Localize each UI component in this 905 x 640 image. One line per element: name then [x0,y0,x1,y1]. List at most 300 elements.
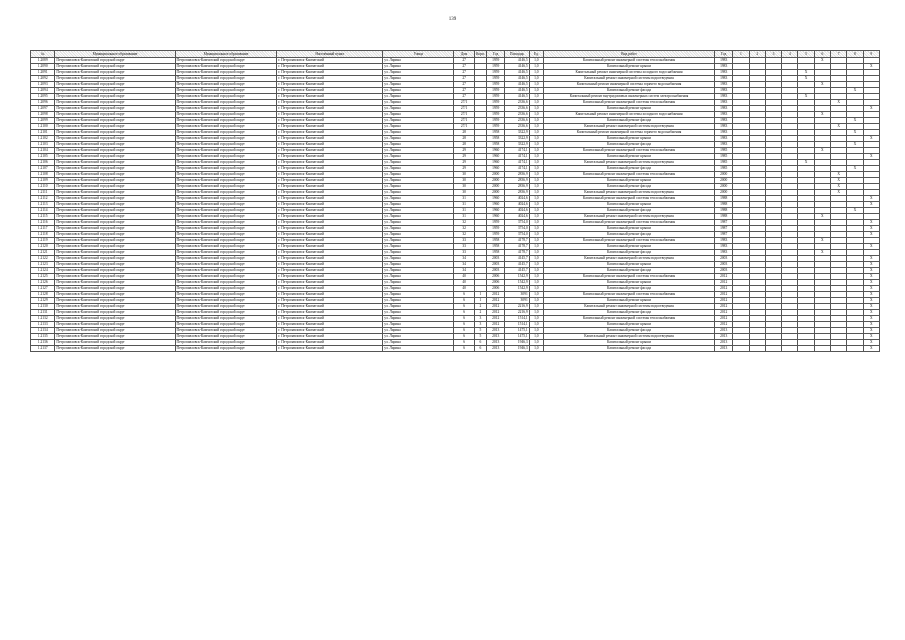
table-cell: 1,0 [529,160,543,166]
table-cell: г. Петропавловск-Камчатский [277,274,383,280]
table-cell: 1988 [715,208,733,214]
column-header: Год [715,51,733,58]
table-cell: 2000 [487,190,505,196]
table-cell: ул. Ларина [383,64,454,70]
table-cell: 2 [474,310,486,316]
table-cell: 30 [454,184,474,190]
table-cell: 33 [454,244,474,250]
table-cell: 2012 [487,322,505,328]
table-cell: ул. Ларина [383,322,454,328]
table-cell: Петропавловск-Камчатский городской округ [55,112,175,118]
table-cell: 1.2110 [31,184,55,190]
table-cell: 6 [454,292,474,298]
table-cell: 1960 [487,166,505,172]
table-cell: г. Петропавловск-Камчатский [277,184,383,190]
table-cell: 1987 [715,232,733,238]
table-cell: 1.2132 [31,316,55,322]
column-header: 1 [733,51,749,58]
table-cell: 2013 [487,328,505,334]
table-cell: г. Петропавловск-Камчатский [277,118,383,124]
table-cell: Петропавловск-Камчатский городской округ [175,208,277,214]
table-cell: 32 [454,220,474,226]
table-cell: Капитальный ремонт фасада [543,88,714,94]
table-cell: X [863,298,879,304]
table-cell: 4174,1 [505,154,529,160]
table-cell: Капитальный ремонт инженерной системы теплоснабжения [543,100,714,106]
table-cell: ул. Ларина [383,304,454,310]
table-cell: Петропавловск-Камчатский городской округ [175,310,277,316]
table-cell: Петропавловск-Камчатский городской округ [175,202,277,208]
table-cell: г. Петропавловск-Камчатский [277,340,383,346]
table-cell: Петропавловск-Камчатский городской округ [55,274,175,280]
table-cell: 1.2120 [31,244,55,250]
table-cell: 1985 [715,148,733,154]
table-row [31,346,880,352]
table-cell: 1,0 [529,112,543,118]
table-cell: 3754,0 [505,220,529,226]
table-cell: 1987 [715,220,733,226]
table-cell: 1960 [487,208,505,214]
table-cell: Петропавловск-Камчатский городской округ [175,76,277,82]
table-cell: Капитальный ремонт фасада [543,208,714,214]
table-cell: 1,0 [529,190,543,196]
table-cell: 2000 [715,172,733,178]
table-cell: 1.2134 [31,328,55,334]
table-cell: 1.2116 [31,220,55,226]
table-cell: г. Петропавловск-Камчатский [277,166,383,172]
table-cell: 1,0 [529,100,543,106]
table-cell: X [863,226,879,232]
table-cell: 27 [454,76,474,82]
table-cell: 2003 [715,262,733,268]
table-cell: X [814,82,830,88]
table-cell: 1959 [487,112,505,118]
table-cell: г. Петропавловск-Камчатский [277,238,383,244]
table-cell: 1,0 [529,232,543,238]
table-cell: Петропавловск-Камчатский городской округ [175,334,277,340]
table-cell: 3322,9 [505,142,529,148]
table-cell: Петропавловск-Камчатский городской округ [175,346,277,352]
table-cell: Капитальный ремонт крыши [543,154,714,160]
table-cell: Петропавловск-Камчатский городской округ [175,292,277,298]
table-cell: Петропавловск-Камчатский городской округ [55,244,175,250]
table-cell: Петропавловск-Камчатский городской округ [175,280,277,286]
table-cell: 1,0 [529,280,543,286]
table-cell: 1959 [487,124,505,130]
table-cell: Петропавловск-Камчатский городской округ [175,82,277,88]
table-cell: г. Петропавловск-Камчатский [277,202,383,208]
table-cell: 6 [454,322,474,328]
table-cell: 4145,7 [505,262,529,268]
table-cell: 1,0 [529,148,543,154]
table-cell: X [863,292,879,298]
table-cell: Петропавловск-Камчатский городской округ [175,244,277,250]
table-cell: 4146,5 [505,64,529,70]
table-cell: 1959 [487,118,505,124]
table-cell: ул. Ларина [383,136,454,142]
table-cell: 1.2117 [31,226,55,232]
table-cell: 30 [454,172,474,178]
table-cell: 4146,5 [505,94,529,100]
table-cell: Петропавловск-Камчатский городской округ [175,106,277,112]
table-cell: Капитальный ремонт инженерной системы горячего водоснабжения [543,130,714,136]
table-cell: Петропавловск-Камчатский городской округ [55,76,175,82]
table-cell: Петропавловск-Камчатский городской округ [175,112,277,118]
table-cell: 1.2131 [31,310,55,316]
table-cell: 1,0 [529,142,543,148]
table-cell: X [863,196,879,202]
table-cell: Петропавловск-Камчатский городской округ [175,286,277,292]
table-cell: Капитальный ремонт фасада [543,268,714,274]
table-cell: 1475,1 [505,334,529,340]
table-cell: ул. Ларина [383,166,454,172]
table-cell: Капитальный ремонт крыши [543,262,714,268]
table-cell: 27/1 [454,100,474,106]
table-cell: Петропавловск-Камчатский городской округ [175,94,277,100]
table-cell: 27 [454,70,474,76]
table-cell: 1958 [487,136,505,142]
table-cell: Петропавловск-Камчатский городской округ [55,334,175,340]
table-cell: 1,0 [529,208,543,214]
table-cell: 1,0 [529,292,543,298]
table-cell: г. Петропавловск-Камчатский [277,100,383,106]
table-cell: 1.2112 [31,196,55,202]
table-cell: 1.2098 [31,112,55,118]
table-cell: 1983 [715,70,733,76]
table-cell: 1.2104 [31,148,55,154]
table-cell: 1,0 [529,76,543,82]
table-cell: ул. Ларина [383,148,454,154]
table-cell: Петропавловск-Камчатский городской округ [55,226,175,232]
table-cell: Капитальный ремонт инженерной системы водоотведения [543,124,714,130]
table-cell: X [863,154,879,160]
table-cell: X [831,100,847,106]
table-cell: 2000 [487,178,505,184]
table-cell: X [863,220,879,226]
table-cell: 1.2096 [31,100,55,106]
table-cell: Капитальный ремонт фасада [543,166,714,172]
table-cell: 1960 [487,160,505,166]
table-cell: X [863,286,879,292]
table-cell: Капитальный ремонт фасада [543,142,714,148]
table-cell: 1,0 [529,328,543,334]
table-cell: 4174,1 [505,160,529,166]
table-cell: 27 [454,82,474,88]
table-cell: 2336,6 [505,118,529,124]
table-cell: 1983 [715,112,733,118]
table-cell: Петропавловск-Камчатский городской округ [55,160,175,166]
table-cell: Петропавловск-Камчатский городской округ [175,130,277,136]
table-cell: X [863,310,879,316]
table-cell: Капитальный ремонт крыши [543,178,714,184]
table-cell: ул. Ларина [383,316,454,322]
table-cell: 2013 [487,334,505,340]
table-cell: 1.2128 [31,292,55,298]
table-cell: Петропавловск-Камчатский городской округ [175,328,277,334]
table-cell: 1.2108 [31,172,55,178]
table-cell: Петропавловск-Камчатский городской округ [175,274,277,280]
table-cell: Капитальный ремонт инженерной системы теплоснабжения [543,196,714,202]
table-cell: ул. Ларина [383,202,454,208]
table-cell: 1959 [487,106,505,112]
table-cell [765,346,781,352]
table-cell: X [814,250,830,256]
table-cell: 2000 [715,184,733,190]
table-cell: 1,0 [529,172,543,178]
table-cell: Петропавловск-Камчатский городской округ [55,70,175,76]
table-cell: Петропавловск-Камчатский городской округ [175,172,277,178]
table-cell: 1985 [715,160,733,166]
table-cell: Капитальный ремонт фасада [543,232,714,238]
table-cell: г. Петропавловск-Камчатский [277,298,383,304]
table-cell: Капитальный ремонт крыши [543,340,714,346]
table-cell: Петропавловск-Камчатский городской округ [175,316,277,322]
table-cell: ул. Ларина [383,286,454,292]
table-cell: 1.2119 [31,238,55,244]
table-cell: 30 [454,178,474,184]
table-cell: 1,0 [529,268,543,274]
table-cell: X [798,94,814,100]
column-header: Муниципальное образование [175,51,277,58]
table-cell: 1,0 [529,124,543,130]
table-cell: X [863,106,879,112]
table-cell: X [863,64,879,70]
table-cell: ул. Ларина [383,58,454,64]
table-cell: Петропавловск-Камчатский городской округ [55,64,175,70]
table-cell: ул. Ларина [383,70,454,76]
table-cell: 6 [454,304,474,310]
table-cell: 1959 [487,88,505,94]
table-cell: X [831,124,847,130]
table-cell: 1983 [715,106,733,112]
table-cell: ул. Ларина [383,226,454,232]
table-cell: X [863,322,879,328]
table-cell: 1,0 [529,196,543,202]
table-cell: X [847,118,863,124]
table-cell: г. Петропавловск-Камчатский [277,106,383,112]
table-cell: 2336,6 [505,106,529,112]
table-cell: 4146,5 [505,70,529,76]
table-cell: 1959 [487,94,505,100]
table-cell: г. Петропавловск-Камчатский [277,220,383,226]
table-cell: Петропавловск-Камчатский городской округ [175,142,277,148]
table-cell: г. Петропавловск-Камчатский [277,328,383,334]
table-cell: 2336,6 [505,112,529,118]
table-cell: ул. Ларина [383,232,454,238]
column-header: Площадь [505,51,529,58]
table-cell: 5 [474,334,486,340]
table-cell: 29 [454,148,474,154]
table-cell: Петропавловск-Камчатский городской округ [55,238,175,244]
table-cell: 1,0 [529,310,543,316]
table-cell: 1.2089 [31,58,55,64]
table-cell: ул. Ларина [383,160,454,166]
table-cell: 1.2107 [31,166,55,172]
table-cell: X [847,88,863,94]
table-cell: г. Петропавловск-Камчатский [277,268,383,274]
table-cell: г. Петропавловск-Камчатский [277,70,383,76]
table-cell: X [863,280,879,286]
table-cell: Капитальный ремонт инженерной системы водоотведения [543,214,714,220]
table-cell: ул. Ларина [383,262,454,268]
table-cell: X [814,214,830,220]
table-cell: Петропавловск-Камчатский городской округ [55,166,175,172]
table-cell: 1.2092 [31,76,55,82]
table-cell: X [847,142,863,148]
table-cell: Петропавловск-Камчатский городской округ [55,202,175,208]
table-cell: Петропавловск-Камчатский городской округ [175,232,277,238]
table-cell: 3091 [505,298,529,304]
table-cell: X [798,160,814,166]
table-cell: Петропавловск-Камчатский городской округ [175,226,277,232]
table-cell: г. Петропавловск-Камчатский [277,94,383,100]
table-cell: Капитальный ремонт инженерной системы водоотведения [543,304,714,310]
table-cell: 1,0 [529,298,543,304]
table-cell: 27 [454,58,474,64]
table-cell: 1983 [715,130,733,136]
table-cell: 1.2129 [31,298,55,304]
table-cell: 4174,1 [505,166,529,172]
table-cell: Петропавловск-Камчатский городской округ [55,172,175,178]
table-cell: ул. Ларина [383,190,454,196]
table-cell: 1.2121 [31,250,55,256]
table-cell: 34 [454,262,474,268]
column-header: 2 [749,51,765,58]
table-cell: г. Петропавловск-Камчатский [277,304,383,310]
table-cell: 1.2094 [31,88,55,94]
table-cell: Петропавловск-Камчатский городской округ [175,190,277,196]
table-cell: 1983 [715,58,733,64]
table-cell: 6 [454,310,474,316]
table-cell: 1.2118 [31,232,55,238]
table-cell: X [814,238,830,244]
table-cell: Петропавловск-Камчатский городской округ [55,136,175,142]
table-cell: 1,0 [529,82,543,88]
table-cell: 1,0 [529,238,543,244]
table-cell: 3322,9 [505,136,529,142]
table-cell: 1960 [487,196,505,202]
table-cell: Капитальный ремонт инженерной системы водоотведения [543,160,714,166]
table-cell: 29 [454,160,474,166]
table-cell [814,346,830,352]
table-cell: Петропавловск-Камчатский городской округ [175,70,277,76]
table-cell: 1.2123 [31,262,55,268]
table-cell: X [831,184,847,190]
table-cell: ул. Ларина [383,142,454,148]
table-cell: 1514,1 [505,316,529,322]
table-cell: ул. Ларина [383,88,454,94]
table-cell: 1.2093 [31,82,55,88]
table-cell: 1,0 [529,322,543,328]
table-cell: Капитальный ремонт инженерной системы водоотведения [543,190,714,196]
table-cell: 3 [474,322,486,328]
table-cell: 2012 [715,286,733,292]
table-cell [749,346,765,352]
table-cell: 1,0 [529,304,543,310]
table-cell: Капитальный ремонт фасада [543,286,714,292]
table-cell: 27 [454,64,474,70]
table-cell: г. Петропавловск-Камчатский [277,244,383,250]
table-cell: X [831,190,847,196]
table-cell: Петропавловск-Камчатский городской округ [55,106,175,112]
table-cell: Петропавловск-Камчатский городской округ [55,88,175,94]
table-cell: ул. Ларина [383,106,454,112]
table-cell: г. Петропавловск-Камчатский [277,142,383,148]
table-cell: 1,0 [529,256,543,262]
table-cell: Капитальный ремонт фасада [543,328,714,334]
table-cell: 1959 [487,82,505,88]
table-cell: г. Петропавловск-Камчатский [277,64,383,70]
table-cell: Петропавловск-Камчатский городской округ [175,178,277,184]
table-cell: X [863,328,879,334]
table-cell: Петропавловск-Камчатский городской округ [175,166,277,172]
table-cell: Петропавловск-Камчатский городской округ [55,346,175,352]
table-cell: Петропавловск-Камчатский городской округ [175,136,277,142]
column-header: 9 [863,51,879,58]
table-cell: 5 [474,328,486,334]
table-cell: Капитальный ремонт инженерной системы водоотведения [543,256,714,262]
table-cell: 2013 [715,346,733,352]
table-cell: 1.2095 [31,94,55,100]
table-cell: 31 [454,208,474,214]
table-cell: Капитальный ремонт фасада [543,250,714,256]
table-cell: 6 [454,340,474,346]
table-cell: 1.2090 [31,64,55,70]
table-cell: 1,0 [529,88,543,94]
table-cell: 1,0 [529,346,543,352]
table-cell: 4174,1 [505,148,529,154]
table-cell: 3754,0 [505,232,529,238]
table-cell: 6 [474,346,486,352]
table-cell: 1.2106 [31,160,55,166]
table-cell: 2003 [487,256,505,262]
table-cell: ул. Ларина [383,298,454,304]
table-cell: Петропавловск-Камчатский городской округ [55,94,175,100]
table-cell: 4024,6 [505,214,529,220]
table-cell: 31 [454,202,474,208]
table-cell: 2336,6 [505,124,529,130]
table-cell: 1.2091 [31,70,55,76]
table-cell: 1958 [487,250,505,256]
table-cell: ул. Ларина [383,244,454,250]
column-header: 3 [765,51,781,58]
table-cell: 1.2111 [31,190,55,196]
table-cell: 1958 [487,244,505,250]
table-cell: 2012 [715,274,733,280]
table-cell: Петропавловск-Камчатский городской округ [175,64,277,70]
table-cell: 2013 [715,340,733,346]
table-cell: 2006 [487,286,505,292]
table-cell: 27/1 [454,106,474,112]
table-cell: X [847,130,863,136]
table-cell: 1,0 [529,166,543,172]
table-cell: г. Петропавловск-Камчатский [277,286,383,292]
column-header: Вид работ [543,51,714,58]
table-cell: 2012 [715,280,733,286]
table-cell: г. Петропавловск-Камчатский [277,58,383,64]
table-cell: Петропавловск-Камчатский городской округ [55,118,175,124]
table-cell [798,346,814,352]
table-cell: X [831,172,847,178]
table-cell: г. Петропавловск-Камчатский [277,262,383,268]
table-cell: Петропавловск-Камчатский городской округ [175,196,277,202]
table-cell: 2012 [715,298,733,304]
table-cell: 1542,9 [505,286,529,292]
table-cell: Петропавловск-Камчатский городской округ [55,304,175,310]
table-cell: 1,0 [529,178,543,184]
table-cell: Петропавловск-Камчатский городской округ [175,262,277,268]
table-cell: 1983 [715,136,733,142]
